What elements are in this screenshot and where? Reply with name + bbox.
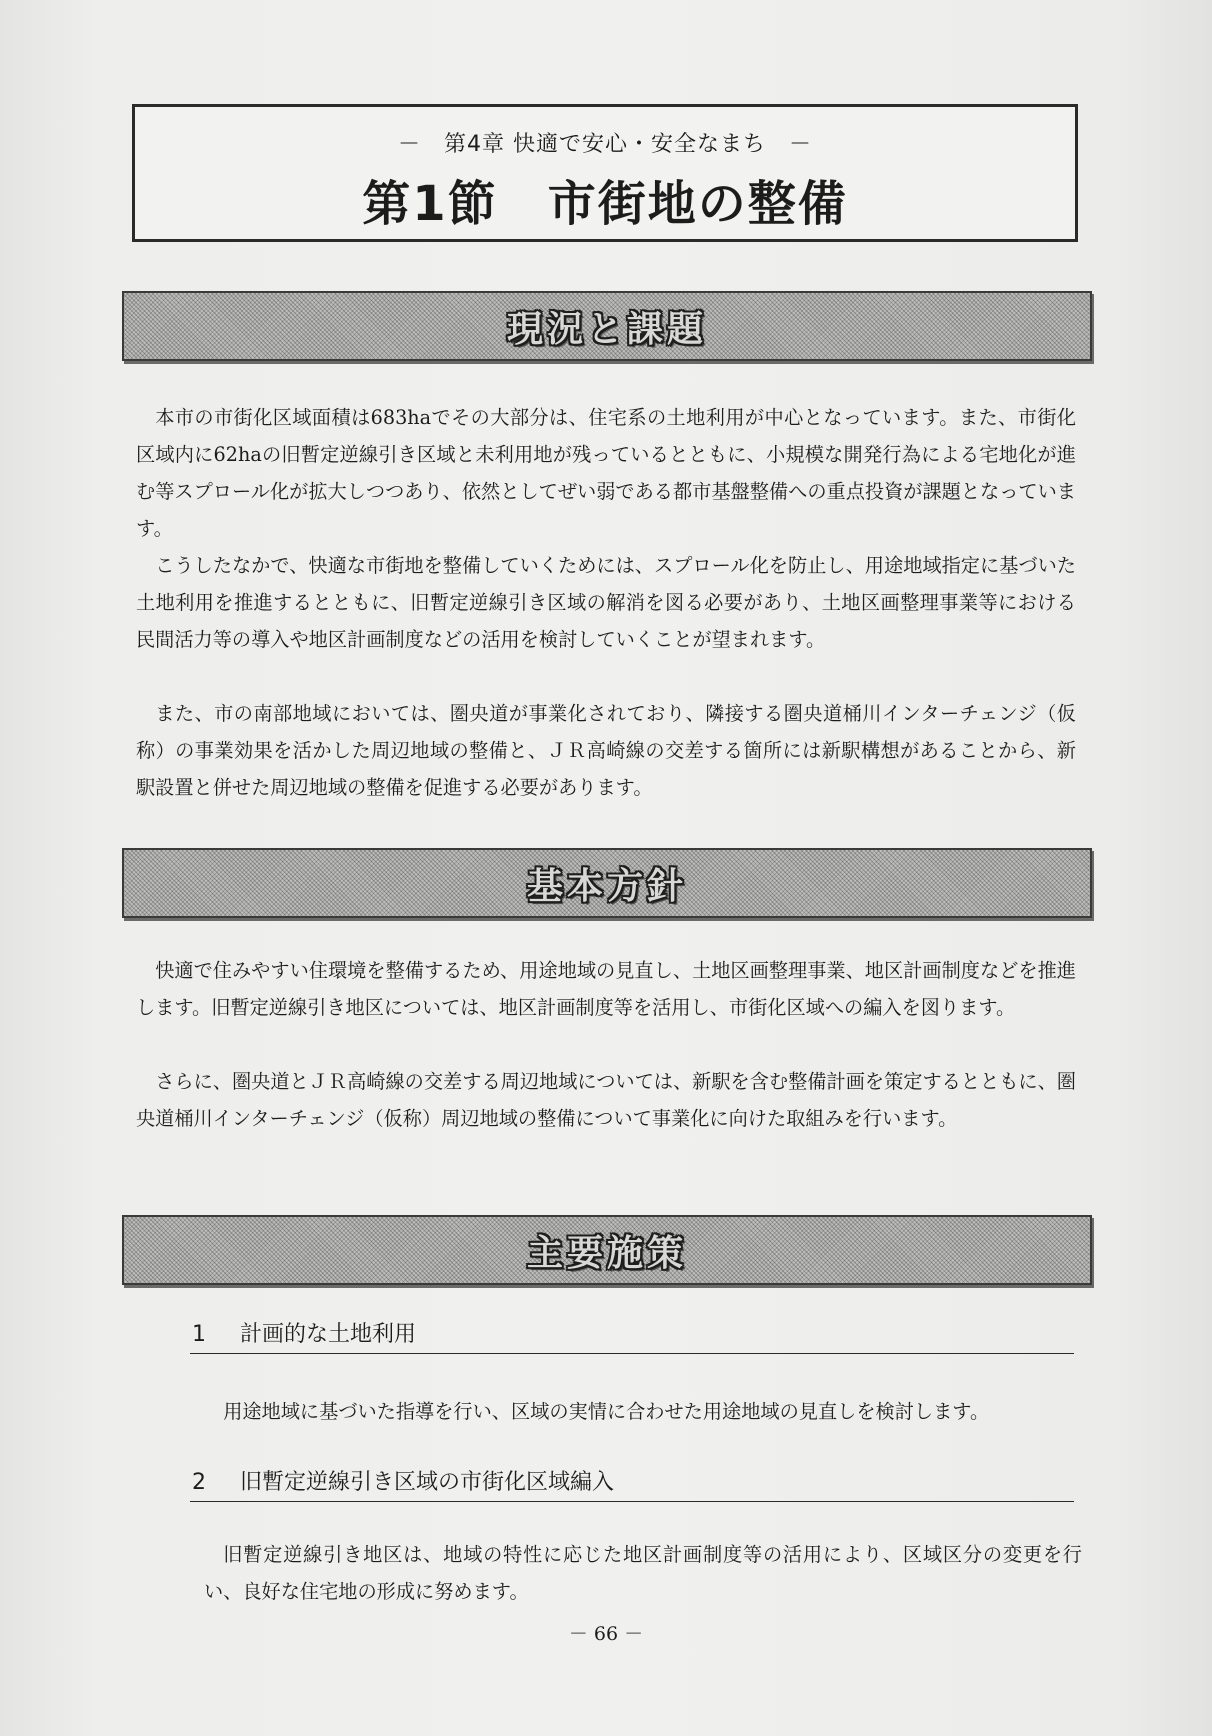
- heading-banner-major-measures: [122, 1215, 1092, 1285]
- status-paragraph: 本市の市街化区域面積は683haでその大部分は、住宅系の土地利用が中心となっています。また、市街化区域内に62haの旧暫定逆線引き区域と未利用地が残っているとともに、小規模な開発行為による宅地化が進む等スプロール化が拡大しつつあり、依然としてぜい弱である都市基盤整備への重点投資が課題となっています。: [136, 406, 1076, 540]
- measure-title: 旧暫定逆線引き区域の市街化区域編入: [240, 1470, 615, 1495]
- heading-basic-policy: 基本方針: [526, 865, 687, 907]
- policy-paragraph: さらに、圏央道とＪＲ高崎線の交差する周辺地域については、新駅を含む整備計画を策定するとともに、圏央道桶川インターチェンジ（仮称）周辺地域の整備について事業化に向けた取組みを行います。: [136, 1070, 1076, 1130]
- heading-banner-basic-policy: [122, 848, 1092, 918]
- measure-heading: [190, 1465, 1074, 1502]
- measure-number: 2: [192, 1470, 206, 1495]
- chapter-label: － 第4章 快適で安心・安全なまち －: [398, 132, 812, 157]
- status-paragraph: こうしたなかで、快適な市街地を整備していくためには、スプロール化を防止し、用途地域指定に基づいた土地利用を推進するとともに、旧暫定逆線引き区域の解消を図る必要があり、土地区画整理事業等における民間活力等の導入や地区計画制度などの活用を検討していくことが望まれます。: [136, 554, 1076, 651]
- policy-paragraph: 快適で住みやすい住環境を整備するため、用途地域の見直し、土地区画整理事業、地区計画制度などを推進します。旧暫定逆線引き地区については、地区計画制度等を活用し、市街化区域への編入を図ります。: [136, 959, 1076, 1019]
- measure-number: 1: [192, 1322, 206, 1347]
- heading-current-status: 現況と課題: [506, 308, 707, 350]
- heading-major-measures: 主要施策: [526, 1232, 687, 1274]
- chapter-header-box: [132, 104, 1078, 242]
- measure-body: 用途地域に基づいた指導を行い、区域の実情に合わせた用途地域の見直しを検討します。: [223, 1400, 990, 1423]
- measure-title: 計画的な土地利用: [240, 1322, 417, 1347]
- status-paragraph: また、市の南部地域においては、圏央道が事業化されており、隣接する圏央道桶川インターチェンジ（仮称）の事業効果を活かした周辺地域の整備と、ＪＲ高崎線の交差する箇所には新駅構想があることから、新駅設置と併せた周辺地域の整備を促進する必要があります。: [136, 702, 1076, 799]
- heading-banner-current-status: [122, 291, 1092, 361]
- page-number: － 66 －: [568, 1623, 644, 1645]
- measure-body: 旧暫定逆線引き地区は、地域の特性に応じた地区計画制度等の活用により、区域区分の変更を行い、良好な住宅地の形成に努めます。: [204, 1543, 1082, 1603]
- section-title: 第1節 市街地の整備: [362, 176, 848, 232]
- measure-heading: [190, 1317, 1074, 1354]
